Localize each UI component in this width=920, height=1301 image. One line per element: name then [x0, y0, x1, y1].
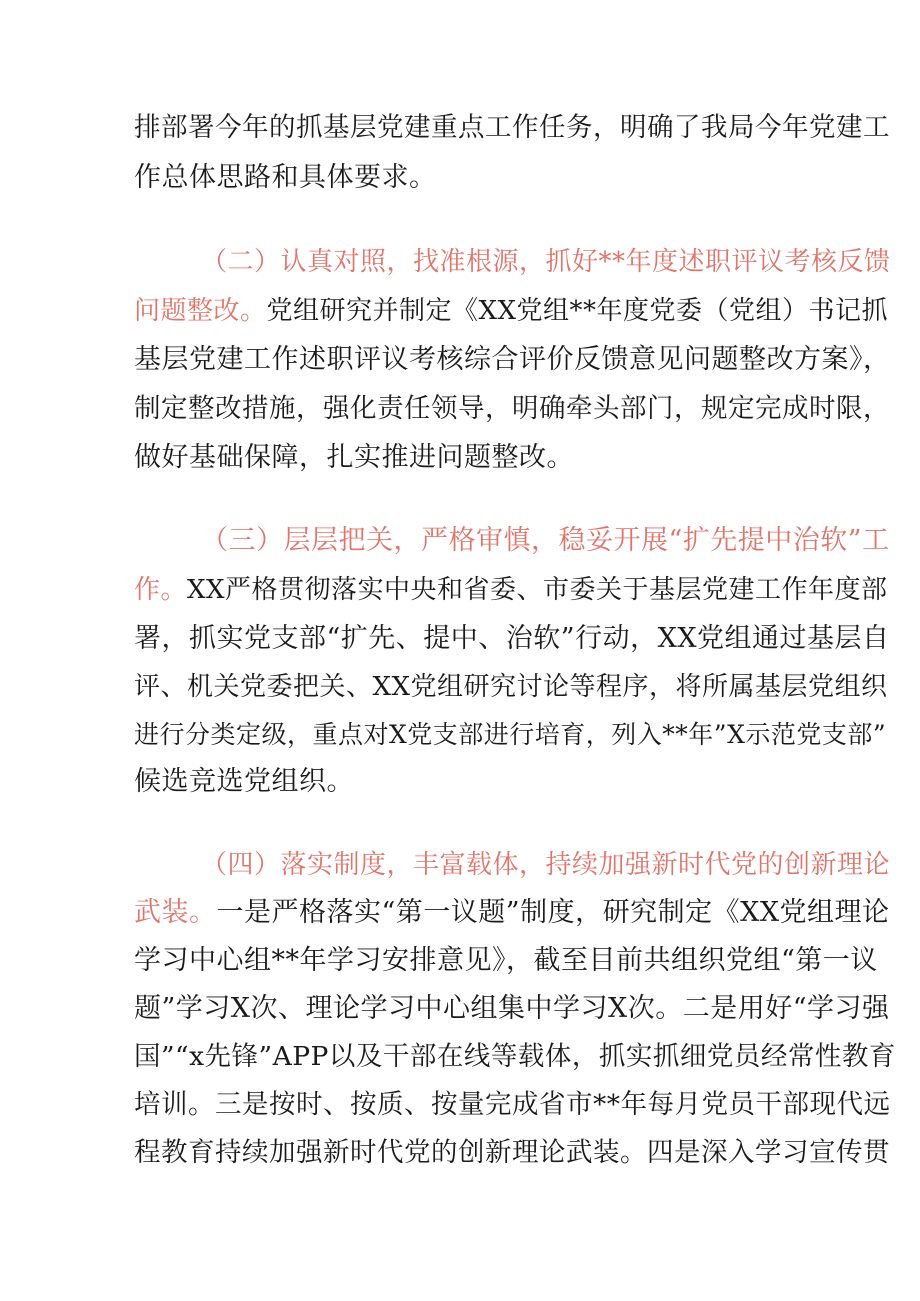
para3-line3: 署，抓实党支部“扩先、提中、治软”行动，XX党组通过基层自 — [134, 623, 890, 654]
para4-line4: 题”学习X次、理论学习中心组集中学习X次。二是用好“学习强 — [134, 993, 890, 1024]
para4-line5: 国”“x先锋”APP以及干部在线等载体，抓实抓细党员经常性教育 — [134, 1041, 896, 1072]
para4-line2 — [134, 896, 890, 930]
para2-line3: 基层党建工作述职评议考核综合评价反馈意见问题整改方案》， — [134, 344, 891, 375]
para3-line2 — [134, 573, 888, 607]
para2-heading-line2: 问题整改。 — [134, 296, 267, 326]
para2-line2-text: 党组研究并制定《XX党组**年度党委（党组）书记抓 — [266, 296, 889, 326]
para2-line2 — [134, 294, 888, 328]
para4-line7: 程教育持续加强新时代党的创新理论武装。四是深入学习宣传贯 — [134, 1137, 890, 1168]
para1-line1: 排部署今年的抓基层党建重点工作任务，明确了我局今年党建工 — [134, 112, 890, 143]
para4-heading-line1: （四）落实制度，丰富载体，持续加强新时代党的创新理论 — [201, 850, 891, 880]
para4-heading-line2: 武装。 — [134, 897, 217, 928]
para4-line6: 培训。三是按时、按质、按量完成省市**年每月党员干部现代远 — [134, 1089, 891, 1120]
para2-heading-line1: （二）认真对照，找准根源，抓好**年度述职评议考核反馈 — [201, 247, 891, 277]
para3-line4: 评、机关党委把关、XX党组研究讨论等程序，将所属基层党组织 — [134, 672, 888, 702]
para2-line5: 做好基础保障，扎实推进问题整改。 — [134, 442, 574, 473]
para3-line5: 进行分类定级，重点对X党支部进行培育，列入**年”X示范党支部” — [134, 720, 887, 749]
para1-line2: 作总体思路和具体要求。 — [134, 162, 437, 193]
para3-line6: 候选竞选党组织。 — [134, 766, 354, 797]
para3-heading-line2: 作。 — [134, 575, 188, 605]
para3-heading-line1: （三）层层把关，严格审慎，稳妥开展“扩先提中治软”工 — [201, 525, 890, 556]
para2-line4: 制定整改措施，强化责任领导，明确牵头部门，规定完成时限， — [134, 393, 890, 424]
para3-line2-text: XX严格贯彻落实中央和省委、市委关于基层党建工作年度部 — [187, 575, 888, 605]
para4-line3: 学习中心组**年学习安排意见》，截至目前共组织党组“第一议 — [134, 945, 878, 976]
para4-line2-text: 一是严格落实“第一议题”制度，研究制定《XX党组理论 — [216, 897, 890, 928]
